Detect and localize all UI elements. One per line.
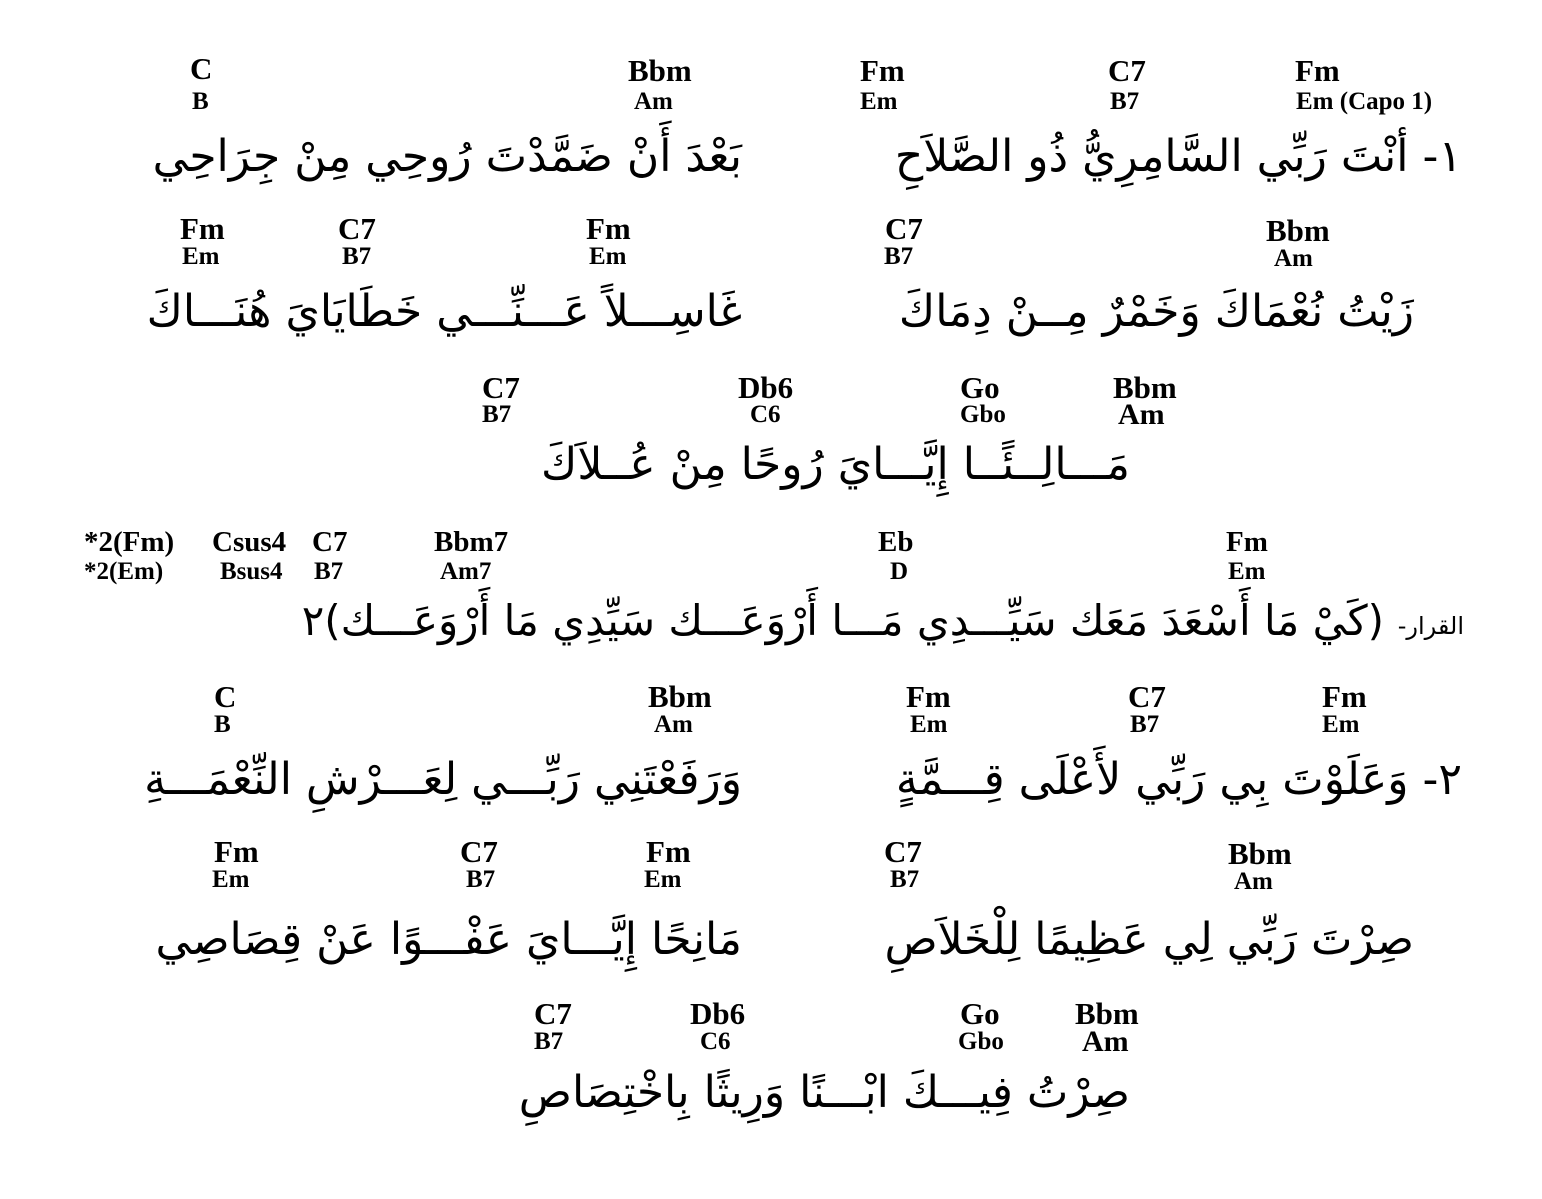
- chord: C7: [338, 211, 376, 246]
- chord: Bbm: [1228, 836, 1292, 871]
- chord: Go: [960, 996, 1000, 1031]
- transposed-chord: Em: [212, 866, 250, 893]
- chord: *2(Fm): [84, 526, 175, 558]
- chord: Bbm: [648, 679, 712, 714]
- lyric-left-hemistich: مَانِحًا إِيَّـــايَ عَفْـــوًا عَنْ قِصَاصِي: [155, 914, 742, 965]
- transposed-chord: B7: [466, 866, 496, 893]
- transposed-chord: Em: [1322, 711, 1360, 738]
- chord: C7: [884, 834, 922, 869]
- transposed-chord: Am7: [440, 558, 492, 585]
- transposed-chord: Em: [1228, 558, 1266, 585]
- chord: Go: [960, 370, 1000, 405]
- transposed-chord: Am: [1274, 245, 1313, 272]
- chord: Fm: [860, 53, 905, 88]
- transposed-chord: B7: [1110, 88, 1140, 115]
- transposed-chord: B7: [534, 1028, 564, 1055]
- transposed-chord: Em (Capo 1): [1296, 88, 1433, 115]
- chord: Fm: [586, 211, 631, 246]
- transposed-chord: Am: [1082, 1025, 1129, 1058]
- transposed-chord: Em: [182, 243, 220, 270]
- chord: Bbm: [1266, 213, 1330, 248]
- transposed-chord: Gbo: [960, 401, 1006, 428]
- transposed-chord: D: [890, 558, 909, 585]
- transposed-chord: Bsus4: [220, 558, 283, 585]
- chord: Fm: [1226, 526, 1268, 558]
- transposed-chord: C6: [700, 1028, 731, 1055]
- chord: Bbm7: [434, 526, 509, 558]
- transposed-chord: *2(Em): [84, 558, 164, 585]
- lyric-line: صِرْتُ فِيـــكَ ابْـــنًا وَرِيثًا بِاخْتِصَاصِ: [518, 1067, 1130, 1118]
- transposed-chord: B: [214, 711, 231, 738]
- lyric-left-hemistich: وَرَفَعْتَنِي رَبِّـــي لِعَـــرْشِ النِّعْمَـــةِ: [144, 754, 742, 805]
- chord: Fm: [1295, 53, 1340, 88]
- chord: Bbm: [1075, 996, 1139, 1031]
- lyric-left-hemistich: غَاسِـــلاً عَـــنِّـــي خَطَايَايَ هُنَـــاكَ: [146, 286, 742, 337]
- lyric-left-hemistich: بَعْدَ أَنْ ضَمَّدْتَ رُوحِي مِنْ جِرَاحِي: [152, 131, 742, 182]
- chord: Fm: [906, 679, 951, 714]
- lyric-line: مَـــالِــئًــا إِيَّـــايَ رُوحًا مِنْ عُــلاَكَ: [541, 439, 1130, 490]
- chord: C7: [1108, 53, 1146, 88]
- transposed-chord: Em: [589, 243, 627, 270]
- transposed-chord: C6: [750, 401, 781, 428]
- chord: Fm: [646, 834, 691, 869]
- transposed-chord: B7: [482, 401, 512, 428]
- chorus-label: القرار-: [1397, 612, 1464, 640]
- chord: C7: [482, 370, 520, 405]
- transposed-chord: Am: [654, 711, 693, 738]
- chord: C7: [885, 211, 923, 246]
- chord: Bbm: [628, 53, 692, 88]
- chord: Db6: [738, 370, 794, 405]
- chord: Bbm: [1113, 370, 1177, 405]
- chorus-lyric: (كَيْ مَا أَسْعَدَ مَعَك سَيِّـــدِي مَـــا أَرْوَعَـــك سَيِّدِي مَا أَرْوَعَـــك)٢: [301, 596, 1384, 645]
- lyric-right-hemistich: ٢- وَعَلَوْتَ بِي رَبِّي لأَعْلَى قِـــمَّةٍ: [895, 754, 1462, 805]
- transposed-chord: B7: [1130, 711, 1160, 738]
- chord: Fm: [214, 834, 259, 869]
- chord: Fm: [1322, 679, 1367, 714]
- chord: C7: [1128, 679, 1166, 714]
- chord: C7: [312, 526, 348, 558]
- transposed-chord: Em: [910, 711, 948, 738]
- transposed-chord: Am: [634, 88, 673, 115]
- chord: C7: [460, 834, 498, 869]
- transposed-chord: B7: [884, 243, 914, 270]
- transposed-chord: Am: [1118, 398, 1165, 431]
- chord: C7: [534, 996, 572, 1031]
- transposed-chord: B: [192, 88, 209, 115]
- chord: Csus4: [212, 526, 287, 558]
- transposed-chord: B7: [314, 558, 344, 585]
- transposed-chord: B7: [890, 866, 920, 893]
- lyric-right-hemistich: صِرْتَ رَبِّي لِي عَظِيمًا لِلْخَلاَصِ: [884, 914, 1414, 965]
- chord: Fm: [180, 211, 225, 246]
- transposed-chord: Am: [1234, 868, 1273, 895]
- transposed-chord: Em: [860, 88, 898, 115]
- chord: Db6: [690, 996, 746, 1031]
- chord: C: [214, 679, 237, 714]
- lyric-right-hemistich: ١- أنْتَ رَبِّي السَّامِرِيُّ ذُو الصَّلاَحِ: [894, 131, 1462, 182]
- transposed-chord: B7: [342, 243, 372, 270]
- chord: C: [190, 51, 213, 86]
- transposed-chord: Em: [644, 866, 682, 893]
- transposed-chord: Gbo: [958, 1028, 1004, 1055]
- lyric-right-hemistich: زَيْتُ نُعْمَاكَ وَخَمْرٌ مِــنْ دِمَاكَ: [898, 286, 1414, 337]
- chord: Eb: [878, 526, 914, 558]
